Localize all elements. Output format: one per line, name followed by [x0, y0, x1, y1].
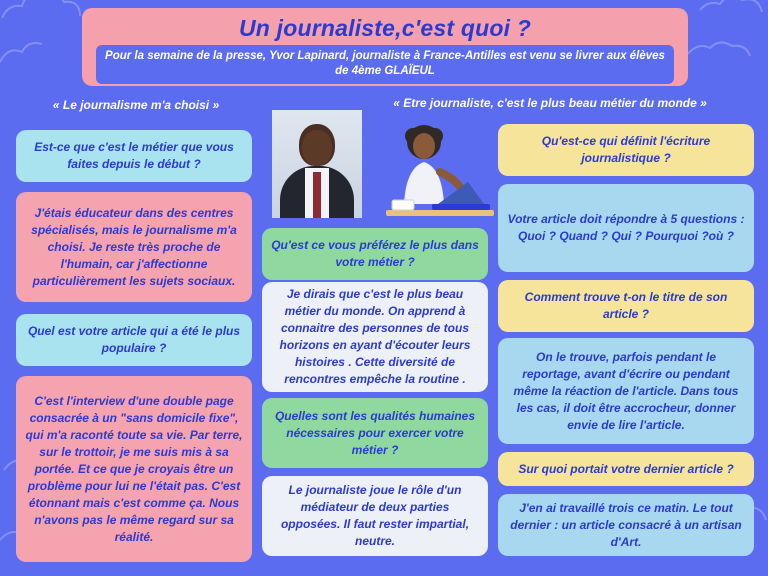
answer-bubble-middle-2: Le journaliste joue le rôle d'un médiateur de deux parties opposées. Il faut rester impartial, neutre. [262, 476, 488, 556]
section-heading-left: « Le journalisme m'a choisi » [52, 98, 220, 112]
question-bubble-right-3: Sur quoi portait votre dernier article ? [498, 452, 754, 486]
woman-at-laptop-illustration [380, 120, 498, 230]
answer-bubble-right-1: Votre article doit répondre à 5 questions : Quoi ? Quand ? Qui ? Pourquoi ?où ? [498, 184, 754, 272]
question-bubble-middle-1: Qu'est ce vous préférez le plus dans votre métier ? [262, 228, 488, 280]
poster-subtitle: Pour la semaine de la presse, Yvor Lapinard, journaliste à France-Antilles est venu se livrer aux élèves de 4ème GLAÏEUL [105, 50, 665, 77]
page-title: Un journaliste,c'est quoi ? [238, 15, 531, 41]
journalist-photo [272, 110, 362, 218]
question-bubble-middle-2: Quelles sont les qualités humaines nécessaires pour exercer votre métier ? [262, 398, 488, 468]
section-heading-right: « Etre journaliste, c'est le plus beau métier du monde » [393, 96, 707, 110]
answer-bubble-left-2: C'est l'interview d'une double page consacrée à un "sans domicile fixe", qui m'a raconté toute sa vie. Par terre, sur le trottoir, je me suis mis à sa portée. Et ce que je croyais être un problème pour lui ne l'était pas. C'est étonnant mais c'est comme ça. Nous n'avons pas le même regard sur sa réalité. [16, 376, 252, 562]
answer-bubble-middle-1: Je dirais que c'est le plus beau métier du monde. On apprend à connaitre des personnes de tous horizons en ayant d'écouter leurs histoires . Cette diversité de rencontres empêche la routine . [262, 282, 488, 392]
question-bubble-left-1: Est-ce que c'est le métier que vous faites depuis le début ? [16, 130, 252, 182]
question-bubble-right-1: Qu'est-ce qui définit l'écriture journalistique ? [498, 124, 754, 176]
answer-bubble-right-2: On le trouve, parfois pendant le reportage, avant d'écrire ou pendant même la réaction de l'article. Dans tous les cas, il doit être accrocheur, donner envie de lire l'article. [498, 338, 754, 444]
answer-bubble-left-1: J'étais éducateur dans des centres spécialisés, mais le journalisme m'a choisi. Je reste très proche de l'humain, car j'affectionne particulièrement les sujets sociaux. [16, 192, 252, 302]
poster-title-banner [82, 8, 688, 86]
answer-bubble-right-3: J'en ai travaillé trois ce matin. Le tout dernier : un article consacré à un artisan d'Art. [498, 494, 754, 556]
question-bubble-left-2: Quel est votre article qui a été le plus populaire ? [16, 314, 252, 366]
poster-subtitle-wrap [96, 45, 674, 84]
question-bubble-right-2: Comment trouve t-on le titre de son article ? [498, 280, 754, 332]
